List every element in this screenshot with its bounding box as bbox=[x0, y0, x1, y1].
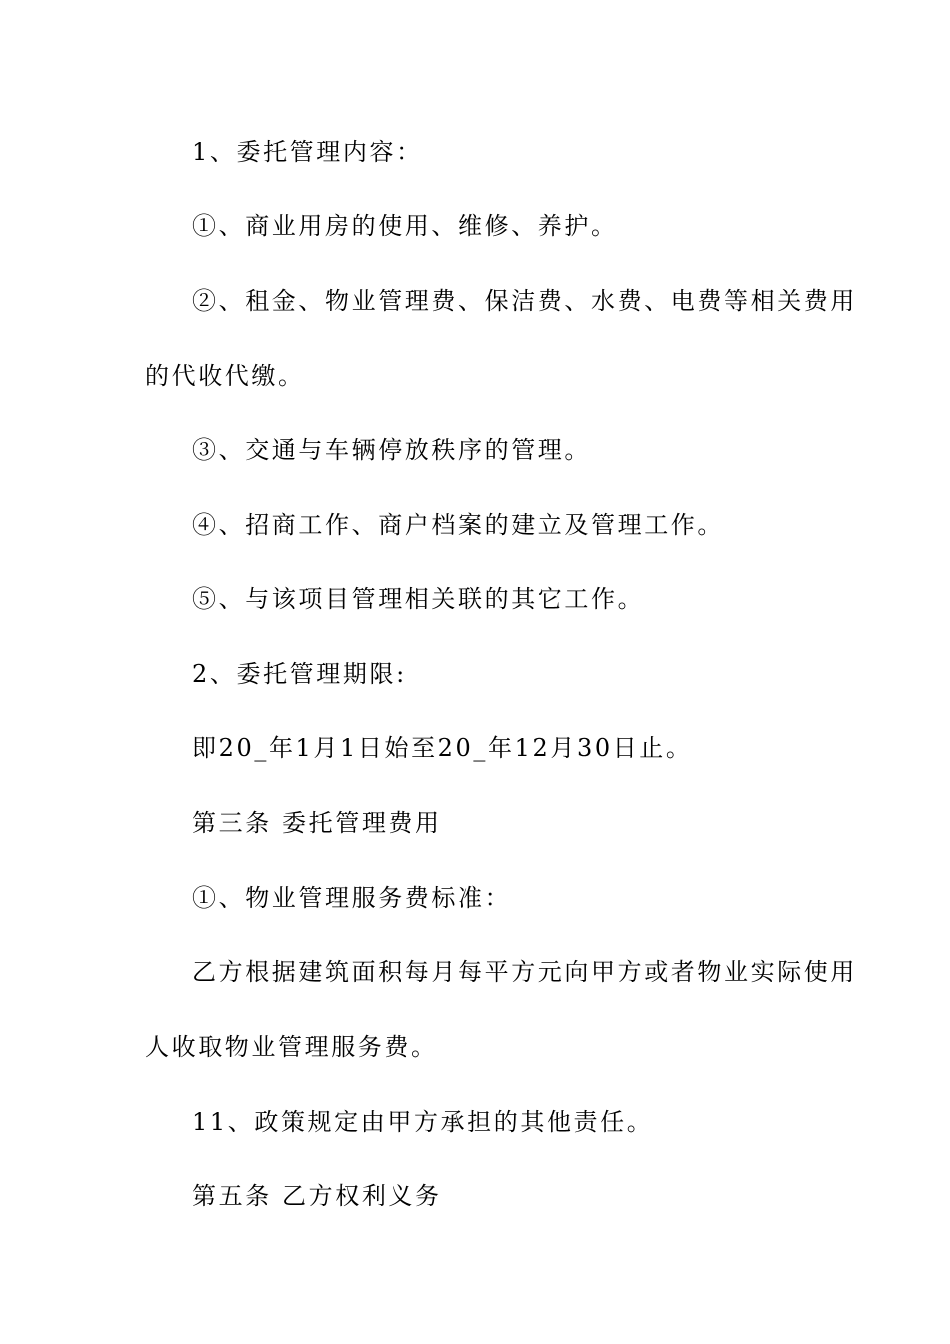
paragraph-item-4: ④、招商工作、商户档案的建立及管理工作。 bbox=[192, 511, 724, 539]
paragraph-fee-standard: 乙方根据建筑面积每月每平方元向甲方或者物业实际使用 bbox=[192, 958, 857, 986]
section-heading-article-5: 第五条 乙方权利义务 bbox=[192, 1182, 442, 1210]
paragraph-item-3: ③、交通与车辆停放秩序的管理。 bbox=[192, 436, 591, 464]
paragraph-item-5: ⑤、与该项目管理相关联的其它工作。 bbox=[192, 585, 645, 613]
paragraph-term-dates: 即20_年1月1日始至20_年12月30日止。 bbox=[192, 734, 693, 762]
paragraph-item-2-continued: 的代收代缴。 bbox=[145, 362, 305, 390]
paragraph-item-1: ①、商业用房的使用、维修、养护。 bbox=[192, 212, 618, 240]
paragraph-fee-standard-continued: 人收取物业管理服务费。 bbox=[145, 1033, 438, 1061]
paragraph-management-content-heading: 1、委托管理内容： bbox=[192, 138, 423, 166]
section-heading-article-3: 第三条 委托管理费用 bbox=[192, 809, 442, 837]
paragraph-item-2: ②、租金、物业管理费、保洁费、水费、电费等相关费用 bbox=[192, 287, 857, 315]
paragraph-item-11: 11、政策规定由甲方承担的其他责任。 bbox=[192, 1108, 654, 1136]
paragraph-fee-standard-heading: ①、物业管理服务费标准： bbox=[192, 884, 512, 912]
paragraph-management-term-heading: 2、委托管理期限: bbox=[192, 660, 407, 688]
